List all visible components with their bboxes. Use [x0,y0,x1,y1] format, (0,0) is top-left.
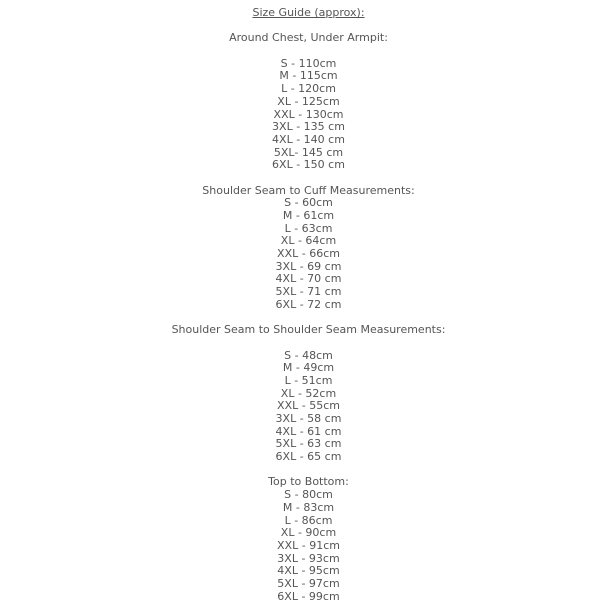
size-row: XL - 64cm [280,234,337,248]
size-row: XXL - 91cm [277,538,340,552]
size-row: 4XL - 140 cm [272,132,345,146]
size-row: 5XL- 145 cm [273,145,344,159]
section-shoulder [17,324,600,464]
section-heading: Shoulder Seam to Shoulder Seam Measurements: [171,323,446,337]
blank-line [17,172,600,185]
size-row: XXL - 55cm [277,399,340,413]
size-row: 3XL - 69 cm [275,259,342,273]
size-row: 6XL - 150 cm [272,158,345,172]
blank-line [17,337,600,350]
size-row: 5XL - 71 cm [275,285,342,299]
size-row: XXL - 66cm [277,247,340,261]
section-heading: Top to Bottom: [268,475,349,489]
size-row: 3XL - 93cm [277,551,340,565]
section-heading: Around Chest, Under Armpit: [229,31,388,45]
size-row: M - 49cm [282,361,335,375]
size-row: 4XL - 95cm [277,564,340,578]
size-row: S - 48cm [284,348,333,362]
size-row: 5XL - 63 cm [275,437,342,451]
size-row: 6XL - 65 cm [275,450,342,464]
size-row: M - 61cm [282,209,335,222]
size-row: 4XL - 70 cm [275,272,342,286]
size-row: XL - 125cm [277,94,340,108]
size-row: 5XL - 97cm [277,576,340,590]
section-sleeve [17,185,600,312]
size-row: M - 115cm [279,69,338,83]
size-row: 3XL - 135 cm [272,120,345,134]
size-row: 4XL - 61 cm [275,424,342,438]
size-row: S - 60cm [284,196,333,210]
size-row: M - 83cm [282,500,335,514]
section-length [17,476,600,603]
size-row: 6XL - 99cm [277,589,340,603]
size-row: 6XL - 72 cm [275,297,342,311]
size-row: XL - 52cm [280,386,337,400]
blank-line [17,45,600,58]
size-row: S - 80cm [284,488,333,502]
size-row: L - 120cm [281,82,336,96]
size-row: L - 63cm [284,221,333,235]
size-guide-title: Size Guide (approx): [252,6,365,19]
size-row: L - 51cm [284,373,333,387]
size-row: S - 110cm [280,56,337,70]
size-row: L - 86cm [284,513,333,527]
size-row: XL - 90cm [280,526,337,540]
size-row: XXL - 130cm [273,107,344,121]
section-heading: Shoulder Seam to Cuff Measurements: [202,183,415,197]
section-chest [17,32,600,172]
size-row: 3XL - 58 cm [275,412,342,425]
